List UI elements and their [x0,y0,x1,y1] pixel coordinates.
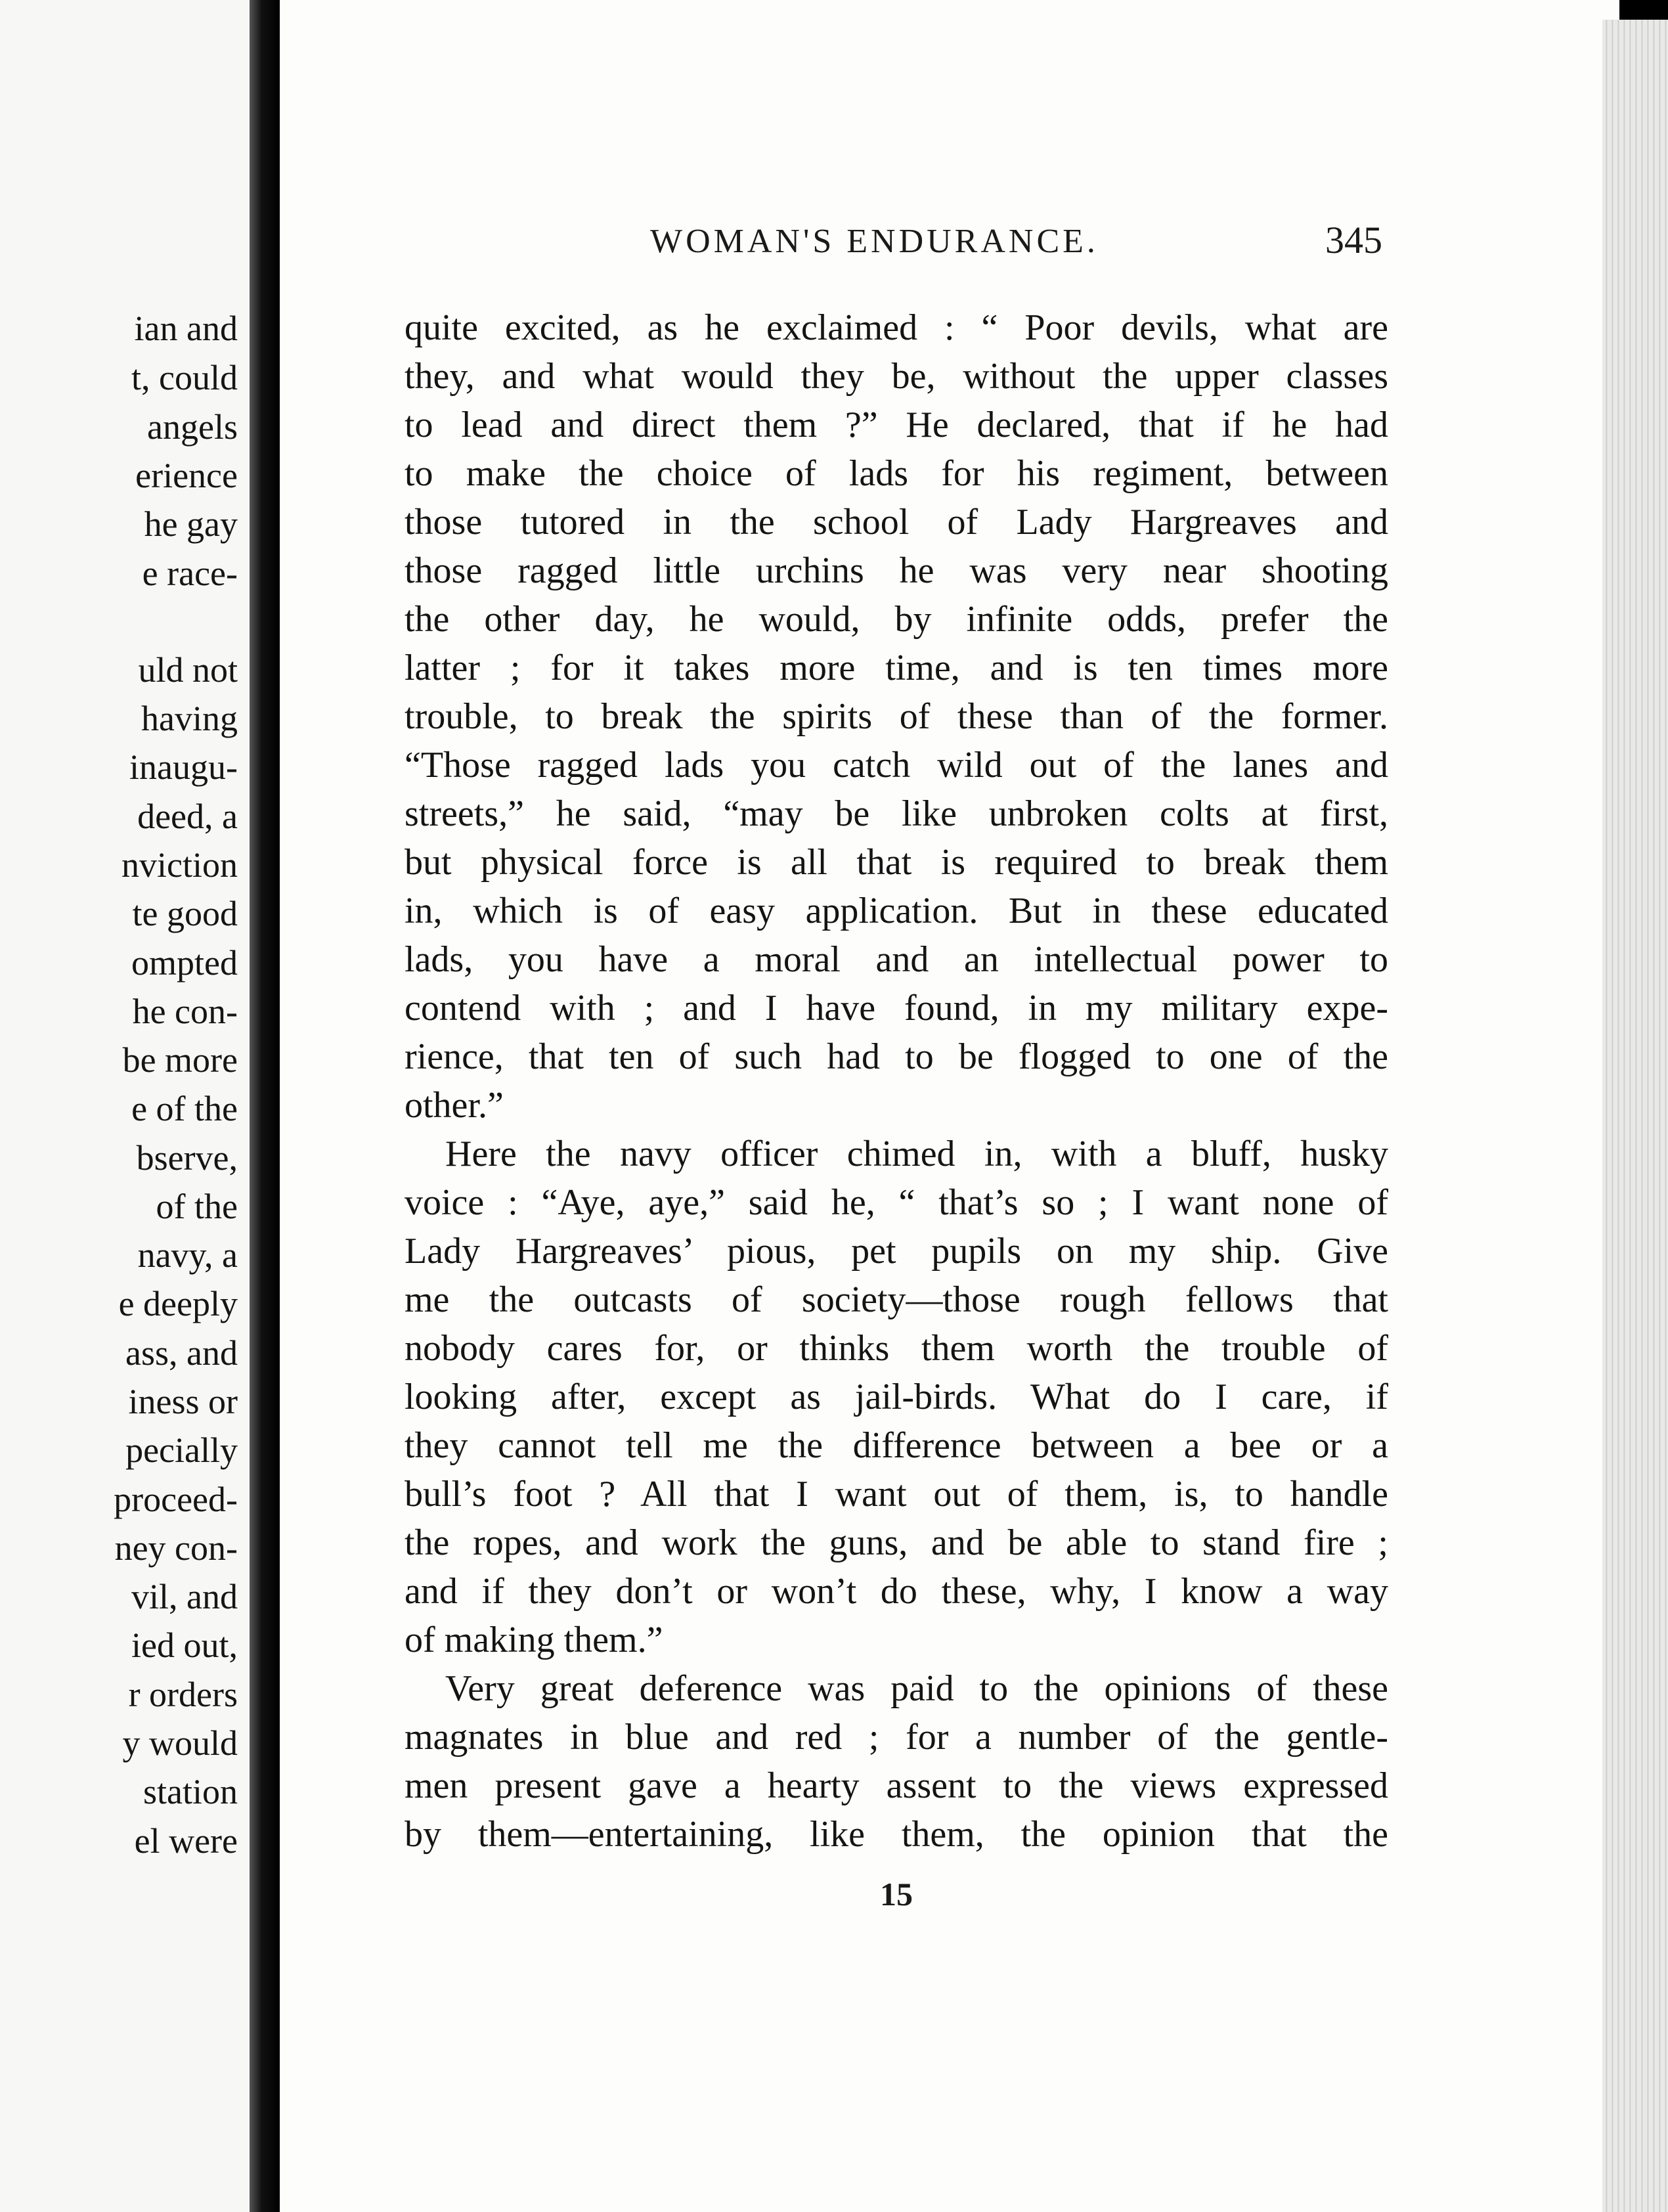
text-line: rience, that ten of such had to be flogged to one of the [405,1036,1388,1077]
left-page-line: e race- [142,554,238,593]
left-page-line: pecially [125,1430,238,1470]
text-line: to make the choice of lads for his regiment, between [405,453,1388,494]
text-line: to lead and direct them ?” He declared, that if he had [405,405,1388,445]
text-line: streets,” he said, “may be like unbroken colts at first, [405,793,1388,834]
left-page-line: r orders [128,1675,238,1714]
page-edge [1602,20,1668,2212]
left-page-line: ass, and [125,1333,238,1373]
text-line: voice : “Aye, aye,” said he, “ that’s so ; I want none of [405,1182,1388,1223]
left-page-line: of the [156,1187,238,1226]
left-page-line: navy, a [137,1235,238,1275]
text-line: lads, you have a moral and an intellectual power to [405,939,1388,980]
text-line: those ragged little urchins he was very near shooting [405,550,1388,591]
text-line: they, and what would they be, without the upper classes [405,356,1388,397]
left-page [0,0,250,2212]
text-line: other.” [405,1085,504,1126]
left-page-line: ney con- [114,1528,238,1568]
left-page-line: be more [122,1040,238,1080]
text-line: in, which is of easy application. But in these educated [405,891,1388,931]
text-line: men present gave a hearty assent to the views expressed [405,1765,1388,1806]
left-page-line: y would [122,1723,238,1763]
text-line: by them—entertaining, like them, the opinion that the [405,1814,1388,1855]
left-page-line: he con- [132,992,238,1031]
text-line: of making them.” [405,1620,663,1660]
left-page-line: ian and [134,309,238,348]
left-page-line: inaugu- [129,747,238,787]
text-line: trouble, to break the spirits of these than of the former. [405,696,1388,737]
text-line: Here the navy officer chimed in, with a bluff, husky [445,1134,1388,1174]
left-page-line: e of the [131,1089,238,1128]
left-page-line: nviction [121,845,238,885]
text-line: bull’s foot ? All that I want out of them, is, to handle [405,1474,1388,1515]
left-page-line: uld not [138,650,238,690]
left-page-line: erience [135,456,238,495]
page-number: 345 [1325,219,1382,261]
left-page-line: bserve, [136,1138,238,1178]
text-line: but physical force is all that is required to break them [405,842,1388,883]
body-text [405,303,1388,1859]
text-line: those tutored in the school of Lady Hargreaves and [405,502,1388,542]
text-line: latter ; for it takes more time, and is ten times more [405,648,1388,688]
left-page-line: ied out, [131,1626,238,1665]
text-line: Very great deference was paid to the opinions of these [445,1668,1388,1709]
signature-mark: 15 [880,1876,913,1913]
running-head: WOMAN'S ENDURANCE. [650,223,1099,260]
text-line: looking after, except as jail-birds. What do I care, if [405,1377,1388,1417]
text-line: they cannot tell me the difference between a bee or a [405,1425,1388,1466]
text-line: the ropes, and work the guns, and be able to stand fire ; [405,1522,1388,1563]
text-line: and if they don’t or won’t do these, why, I know a way [405,1571,1388,1612]
left-page-line: te good [132,894,238,933]
left-page-line: e deeply [118,1284,238,1323]
left-page-line: proceed- [114,1480,238,1519]
left-page-line: having [141,699,238,738]
text-line: contend with ; and I have found, in my military expe- [405,988,1388,1029]
text-line: magnates in blue and red ; for a number of the gentle- [405,1717,1388,1758]
text-line: quite excited, as he exclaimed : “ Poor devils, what are [405,307,1388,348]
left-page-line: he gay [144,504,238,544]
text-line: Lady Hargreaves’ pious, pet pupils on my ship. Give [405,1231,1388,1272]
book-gutter [250,0,280,2212]
text-line: “Those ragged lads you catch wild out of the lanes and [405,745,1388,785]
left-page-line: iness or [128,1382,238,1421]
left-page-line: angels [147,407,238,447]
text-line: me the outcasts of society—those rough fellows that [405,1279,1388,1320]
left-page-line: station [143,1772,238,1811]
left-page-line: deed, a [137,797,238,836]
text-line: the other day, he would, by infinite odds, prefer the [405,599,1388,640]
left-page-line: vil, and [131,1577,238,1616]
text-line: nobody cares for, or thinks them worth the trouble of [405,1328,1388,1369]
left-page-line: t, could [131,358,238,397]
left-page-line: ompted [131,943,238,983]
left-page-line: el were [134,1821,238,1861]
